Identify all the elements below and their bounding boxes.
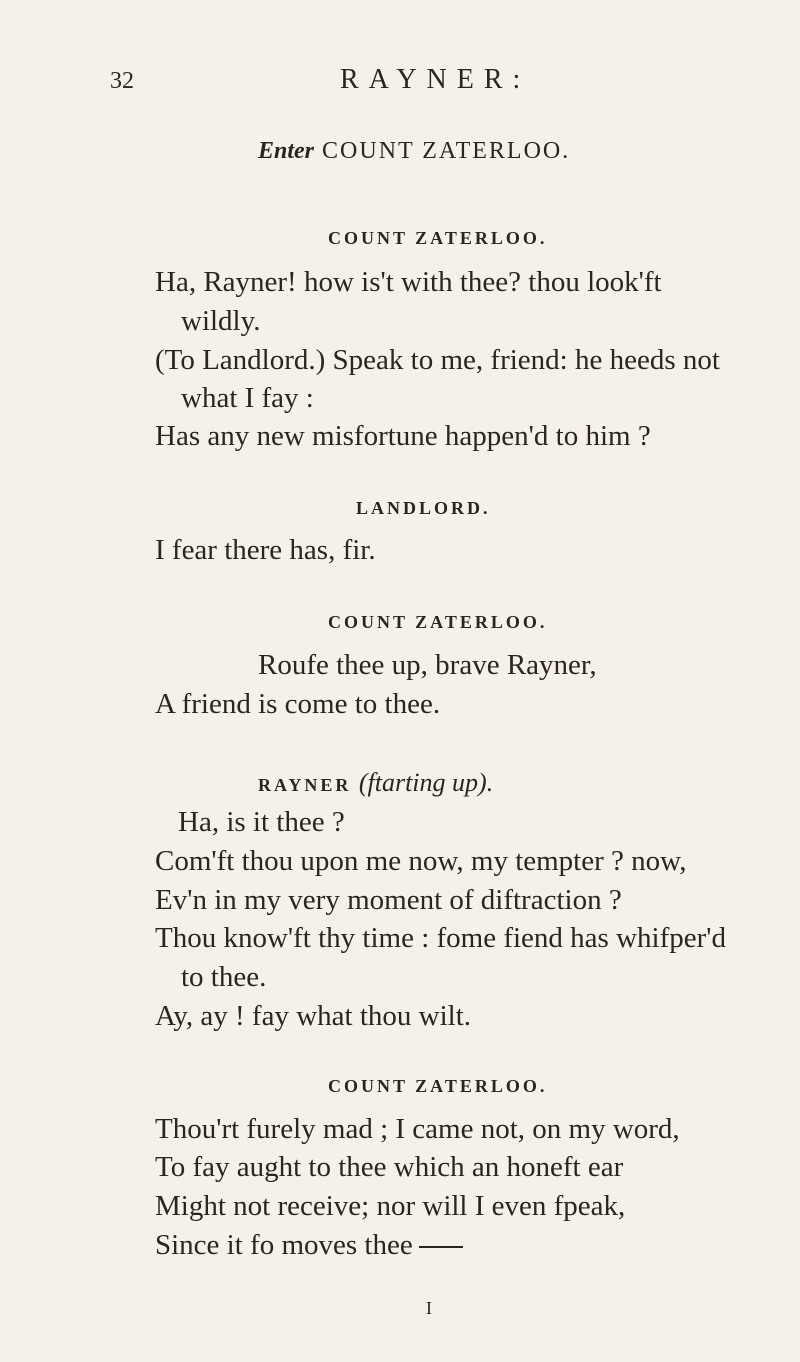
verse-line: I fear there has, fir. [155, 534, 376, 566]
verse-line: wildly. [181, 305, 261, 337]
speaker-landlord: LANDLORD. [356, 498, 491, 518]
verse-line: Might not receive; nor will I even fpeak, [155, 1190, 626, 1222]
running-title: RAYNER: [340, 64, 531, 95]
verse-line: what I fay : [181, 382, 314, 414]
page-number: 32 [110, 68, 134, 94]
verse-line: Ay, ay ! fay what thou wilt. [155, 1000, 471, 1032]
verse-line-text: Since it fo moves thee [155, 1229, 413, 1261]
verse-line: Thou'rt furely mad ; I came not, on my word, [155, 1113, 680, 1145]
speaker-count-zaterloo: COUNT ZATERLOO. [328, 1076, 548, 1096]
verse-line: Roufe thee up, brave Rayner, [258, 649, 597, 681]
catchword: I [426, 1298, 432, 1318]
verse-line: Ha, is it thee ? [178, 806, 345, 838]
speaker-count-zaterloo: COUNT ZATERLOO. [328, 612, 548, 632]
verse-line: Has any new misfortune happen'd to him ? [155, 420, 651, 452]
stage-direction-enter [258, 138, 570, 165]
stage-direction-starting-up: (ftarting up). [358, 768, 494, 797]
verse-line: to thee. [181, 961, 267, 993]
verse-line: (To Landlord.) Speak to me, friend: he heeds not [155, 344, 720, 376]
verse-line: Ha, Rayner! how is't with thee? thou look'ft [155, 266, 662, 298]
dash-rule [419, 1246, 463, 1248]
enter-name: COUNT ZATERLOO. [322, 138, 571, 164]
speaker-rayner-name: RAYNER [258, 775, 352, 795]
verse-line: Thou know'ft thy time : fome fiend has whifper'd [155, 922, 726, 954]
speaker-count-zaterloo: COUNT ZATERLOO. [328, 228, 548, 248]
verse-line: A friend is come to thee. [155, 688, 441, 720]
enter-word: Enter [258, 138, 315, 164]
verse-line: Com'ft thou upon me now, my tempter ? now, [155, 845, 687, 877]
verse-line: To fay aught to thee which an honeft ear [155, 1151, 624, 1183]
verse-line: Ev'n in my very moment of diftraction ? [155, 884, 622, 916]
verse-line [155, 1229, 463, 1262]
speaker-rayner [258, 768, 493, 798]
